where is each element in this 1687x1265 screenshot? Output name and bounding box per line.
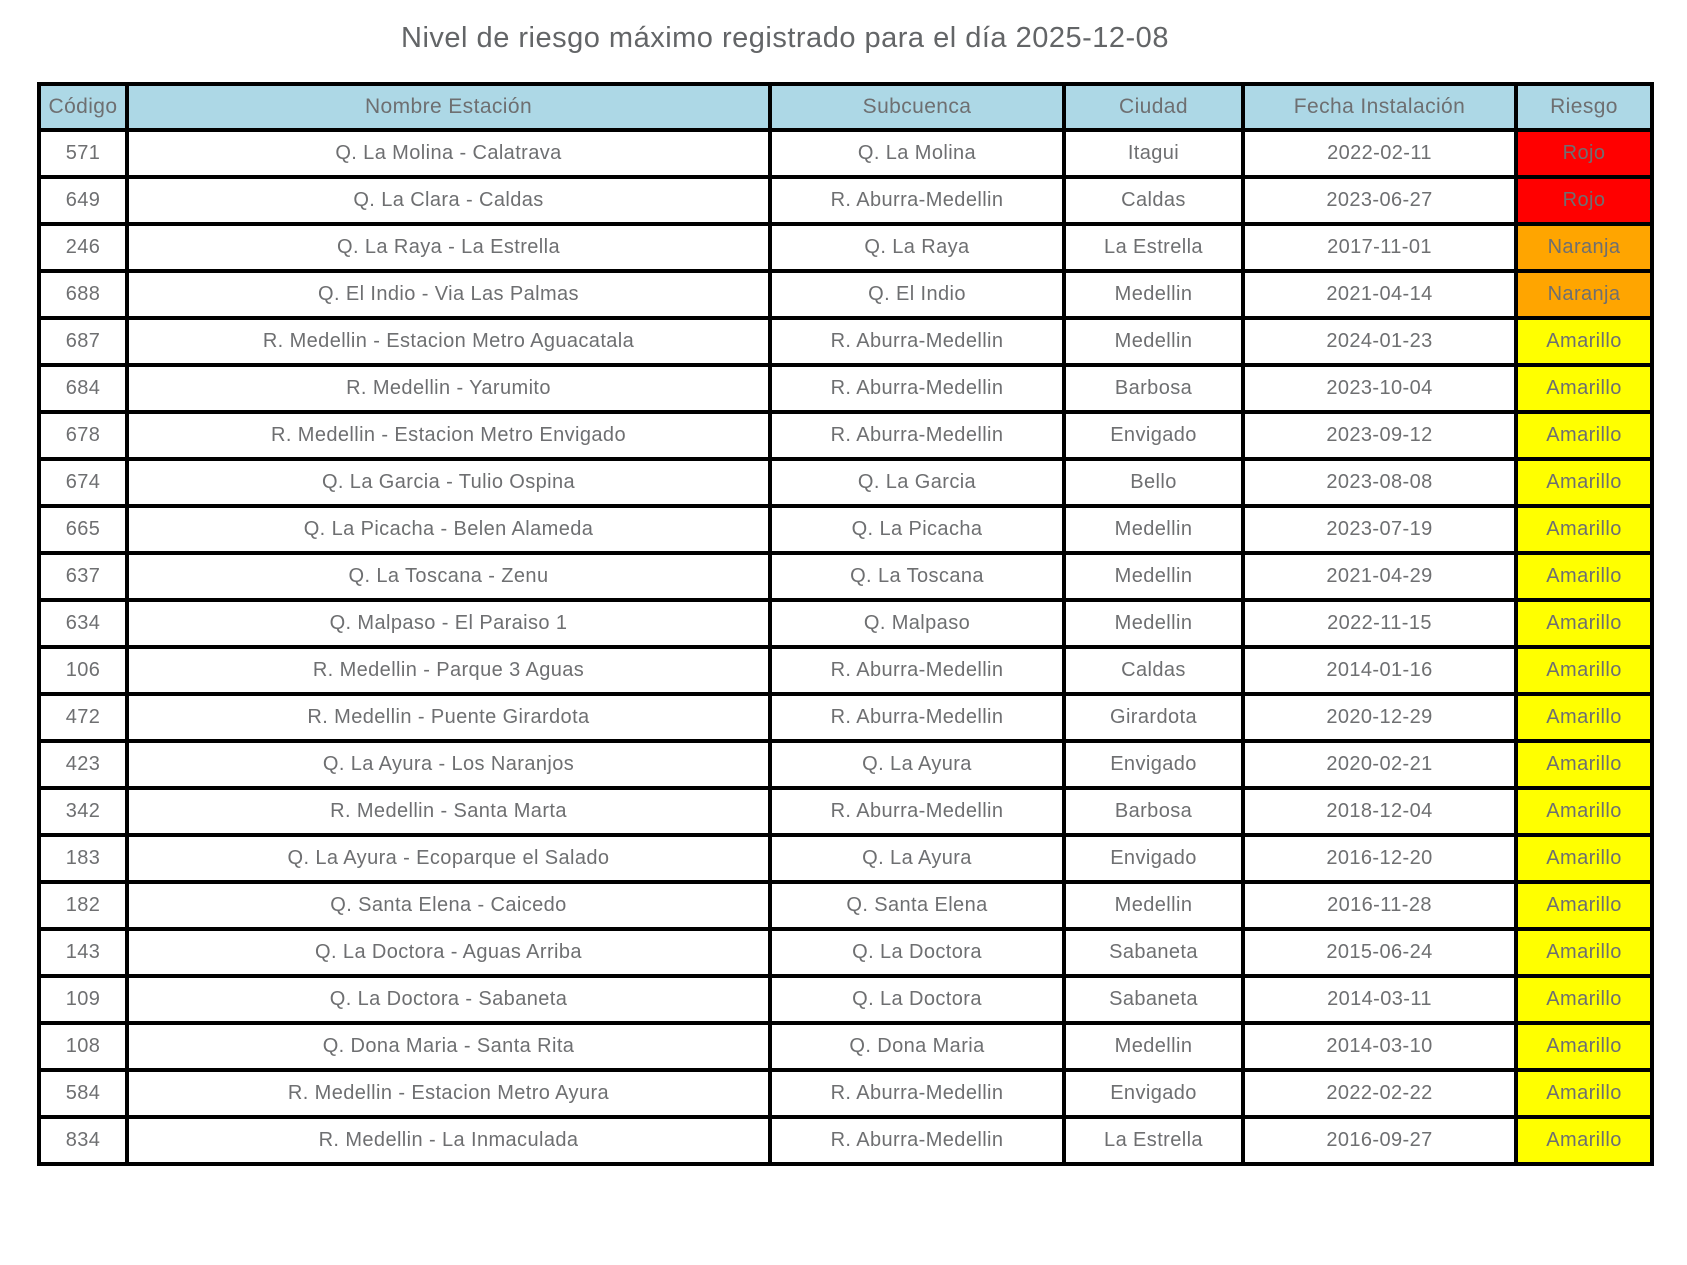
cell-fecha-instalacion: 2022-02-22 [1243,1070,1516,1117]
risk-badge: Amarillo [1516,1070,1652,1117]
risk-badge: Amarillo [1516,976,1652,1023]
cell-subcuenca: Q. La Doctora [770,929,1064,976]
cell-fecha-instalacion: 2014-01-16 [1243,647,1516,694]
cell-codigo: 109 [39,976,127,1023]
cell-subcuenca: R. Aburra-Medellin [770,1117,1064,1164]
cell-subcuenca: R. Aburra-Medellin [770,177,1064,224]
cell-subcuenca: R. Aburra-Medellin [770,788,1064,835]
cell-fecha-instalacion: 2023-07-19 [1243,506,1516,553]
cell-subcuenca: Q. La Ayura [770,835,1064,882]
cell-subcuenca: R. Aburra-Medellin [770,365,1064,412]
cell-ciudad: Medellin [1064,506,1243,553]
risk-badge: Amarillo [1516,412,1652,459]
cell-nombre-estacion: Q. La Molina - Calatrava [127,130,770,177]
cell-codigo: 684 [39,365,127,412]
cell-subcuenca: Q. La Raya [770,224,1064,271]
cell-nombre-estacion: Q. La Garcia - Tulio Ospina [127,459,770,506]
cell-codigo: 678 [39,412,127,459]
cell-nombre-estacion: Q. La Toscana - Zenu [127,553,770,600]
cell-fecha-instalacion: 2014-03-10 [1243,1023,1516,1070]
cell-fecha-instalacion: 2015-06-24 [1243,929,1516,976]
cell-fecha-instalacion: 2022-11-15 [1243,600,1516,647]
cell-ciudad: Envigado [1064,412,1243,459]
cell-ciudad: Medellin [1064,553,1243,600]
cell-subcuenca: Q. La Doctora [770,976,1064,1023]
cell-nombre-estacion: Q. La Doctora - Aguas Arriba [127,929,770,976]
cell-codigo: 108 [39,1023,127,1070]
cell-fecha-instalacion: 2023-06-27 [1243,177,1516,224]
cell-codigo: 688 [39,271,127,318]
cell-ciudad: Medellin [1064,600,1243,647]
cell-subcuenca: Q. La Picacha [770,506,1064,553]
risk-badge: Amarillo [1516,1023,1652,1070]
column-header-subcuenca: Subcuenca [770,84,1064,130]
risk-badge: Amarillo [1516,318,1652,365]
cell-codigo: 423 [39,741,127,788]
cell-codigo: 182 [39,882,127,929]
cell-codigo: 571 [39,130,127,177]
risk-badge: Amarillo [1516,506,1652,553]
risk-badge: Amarillo [1516,553,1652,600]
cell-subcuenca: Q. El Indio [770,271,1064,318]
cell-nombre-estacion: R. Medellin - Estacion Metro Aguacatala [127,318,770,365]
cell-subcuenca: R. Aburra-Medellin [770,647,1064,694]
cell-nombre-estacion: Q. La Ayura - Ecoparque el Salado [127,835,770,882]
column-header-riesgo: Riesgo [1516,84,1652,130]
cell-codigo: 687 [39,318,127,365]
cell-nombre-estacion: Q. La Doctora - Sabaneta [127,976,770,1023]
table-row [39,835,1652,882]
risk-badge: Amarillo [1516,788,1652,835]
cell-codigo: 637 [39,553,127,600]
cell-fecha-instalacion: 2020-12-29 [1243,694,1516,741]
risk-badge: Amarillo [1516,882,1652,929]
page-title: Nivel de riesgo máximo registrado para el día 2025-12-08 [401,22,1169,54]
cell-fecha-instalacion: 2017-11-01 [1243,224,1516,271]
column-header-fecha-instalacion: Fecha Instalación [1243,84,1516,130]
table-row [39,271,1652,318]
cell-subcuenca: Q. Dona Maria [770,1023,1064,1070]
table-row [39,694,1652,741]
risk-badge: Naranja [1516,271,1652,318]
risk-badge: Amarillo [1516,600,1652,647]
cell-subcuenca: Q. Malpaso [770,600,1064,647]
cell-subcuenca: R. Aburra-Medellin [770,318,1064,365]
cell-subcuenca: Q. La Garcia [770,459,1064,506]
cell-fecha-instalacion: 2016-09-27 [1243,1117,1516,1164]
cell-fecha-instalacion: 2014-03-11 [1243,976,1516,1023]
cell-subcuenca: R. Aburra-Medellin [770,694,1064,741]
cell-ciudad: Envigado [1064,835,1243,882]
risk-badge: Naranja [1516,224,1652,271]
cell-codigo: 183 [39,835,127,882]
cell-fecha-instalacion: 2016-11-28 [1243,882,1516,929]
table-row [39,788,1652,835]
column-header-codigo: Código [39,84,127,130]
table-row [39,1023,1652,1070]
cell-ciudad: Sabaneta [1064,929,1243,976]
cell-ciudad: Girardota [1064,694,1243,741]
cell-nombre-estacion: Q. El Indio - Via Las Palmas [127,271,770,318]
cell-codigo: 106 [39,647,127,694]
risk-badge: Amarillo [1516,647,1652,694]
cell-nombre-estacion: R. Medellin - Santa Marta [127,788,770,835]
cell-ciudad: Medellin [1064,271,1243,318]
cell-fecha-instalacion: 2023-09-12 [1243,412,1516,459]
header-row [39,84,1652,130]
cell-ciudad: Caldas [1064,177,1243,224]
cell-codigo: 342 [39,788,127,835]
cell-subcuenca: R. Aburra-Medellin [770,1070,1064,1117]
cell-nombre-estacion: Q. La Clara - Caldas [127,177,770,224]
cell-nombre-estacion: Q. La Picacha - Belen Alameda [127,506,770,553]
risk-badge: Amarillo [1516,694,1652,741]
cell-subcuenca: Q. La Molina [770,130,1064,177]
cell-fecha-instalacion: 2016-12-20 [1243,835,1516,882]
cell-nombre-estacion: R. Medellin - Estacion Metro Ayura [127,1070,770,1117]
cell-ciudad: Sabaneta [1064,976,1243,1023]
cell-codigo: 143 [39,929,127,976]
table-row [39,929,1652,976]
table-row [39,318,1652,365]
table-row [39,976,1652,1023]
risk-badge: Amarillo [1516,835,1652,882]
cell-fecha-instalacion: 2023-10-04 [1243,365,1516,412]
table-row [39,1070,1652,1117]
cell-nombre-estacion: R. Medellin - La Inmaculada [127,1117,770,1164]
risk-badge: Amarillo [1516,459,1652,506]
cell-ciudad: Barbosa [1064,365,1243,412]
cell-nombre-estacion: R. Medellin - Puente Girardota [127,694,770,741]
cell-ciudad: Barbosa [1064,788,1243,835]
cell-ciudad: Bello [1064,459,1243,506]
cell-subcuenca: R. Aburra-Medellin [770,412,1064,459]
cell-ciudad: Envigado [1064,1070,1243,1117]
cell-nombre-estacion: Q. Malpaso - El Paraiso 1 [127,600,770,647]
column-header-nombre-estacion: Nombre Estación [127,84,770,130]
table-row [39,130,1652,177]
cell-nombre-estacion: R. Medellin - Estacion Metro Envigado [127,412,770,459]
cell-codigo: 649 [39,177,127,224]
cell-subcuenca: Q. Santa Elena [770,882,1064,929]
cell-nombre-estacion: Q. La Ayura - Los Naranjos [127,741,770,788]
cell-codigo: 472 [39,694,127,741]
risk-badge: Rojo [1516,130,1652,177]
risk-badge: Rojo [1516,177,1652,224]
risk-badge: Amarillo [1516,1117,1652,1164]
cell-codigo: 246 [39,224,127,271]
cell-ciudad: Medellin [1064,882,1243,929]
table-row [39,365,1652,412]
risk-badge: Amarillo [1516,929,1652,976]
table-row [39,177,1652,224]
cell-fecha-instalacion: 2021-04-29 [1243,553,1516,600]
cell-fecha-instalacion: 2022-02-11 [1243,130,1516,177]
cell-ciudad: Envigado [1064,741,1243,788]
cell-ciudad: La Estrella [1064,224,1243,271]
cell-nombre-estacion: Q. Dona Maria - Santa Rita [127,1023,770,1070]
cell-ciudad: Medellin [1064,1023,1243,1070]
cell-fecha-instalacion: 2020-02-21 [1243,741,1516,788]
table-row [39,553,1652,600]
cell-codigo: 834 [39,1117,127,1164]
table-row [39,882,1652,929]
table-body [39,130,1652,1164]
cell-ciudad: Itagui [1064,130,1243,177]
cell-subcuenca: Q. La Ayura [770,741,1064,788]
risk-badge: Amarillo [1516,365,1652,412]
table-row [39,459,1652,506]
cell-ciudad: La Estrella [1064,1117,1243,1164]
cell-nombre-estacion: R. Medellin - Yarumito [127,365,770,412]
cell-fecha-instalacion: 2024-01-23 [1243,318,1516,365]
table-header [39,84,1652,130]
cell-nombre-estacion: Q. La Raya - La Estrella [127,224,770,271]
table-row [39,412,1652,459]
cell-codigo: 665 [39,506,127,553]
cell-fecha-instalacion: 2018-12-04 [1243,788,1516,835]
risk-table [37,82,1654,1166]
risk-badge: Amarillo [1516,741,1652,788]
cell-nombre-estacion: Q. Santa Elena - Caicedo [127,882,770,929]
cell-nombre-estacion: R. Medellin - Parque 3 Aguas [127,647,770,694]
cell-codigo: 584 [39,1070,127,1117]
cell-fecha-instalacion: 2021-04-14 [1243,271,1516,318]
cell-ciudad: Medellin [1064,318,1243,365]
table-row [39,224,1652,271]
table-row [39,506,1652,553]
cell-codigo: 674 [39,459,127,506]
table-row [39,600,1652,647]
cell-codigo: 634 [39,600,127,647]
table-row [39,1117,1652,1164]
table-row [39,647,1652,694]
table-row [39,741,1652,788]
column-header-ciudad: Ciudad [1064,84,1243,130]
cell-subcuenca: Q. La Toscana [770,553,1064,600]
cell-ciudad: Caldas [1064,647,1243,694]
cell-fecha-instalacion: 2023-08-08 [1243,459,1516,506]
